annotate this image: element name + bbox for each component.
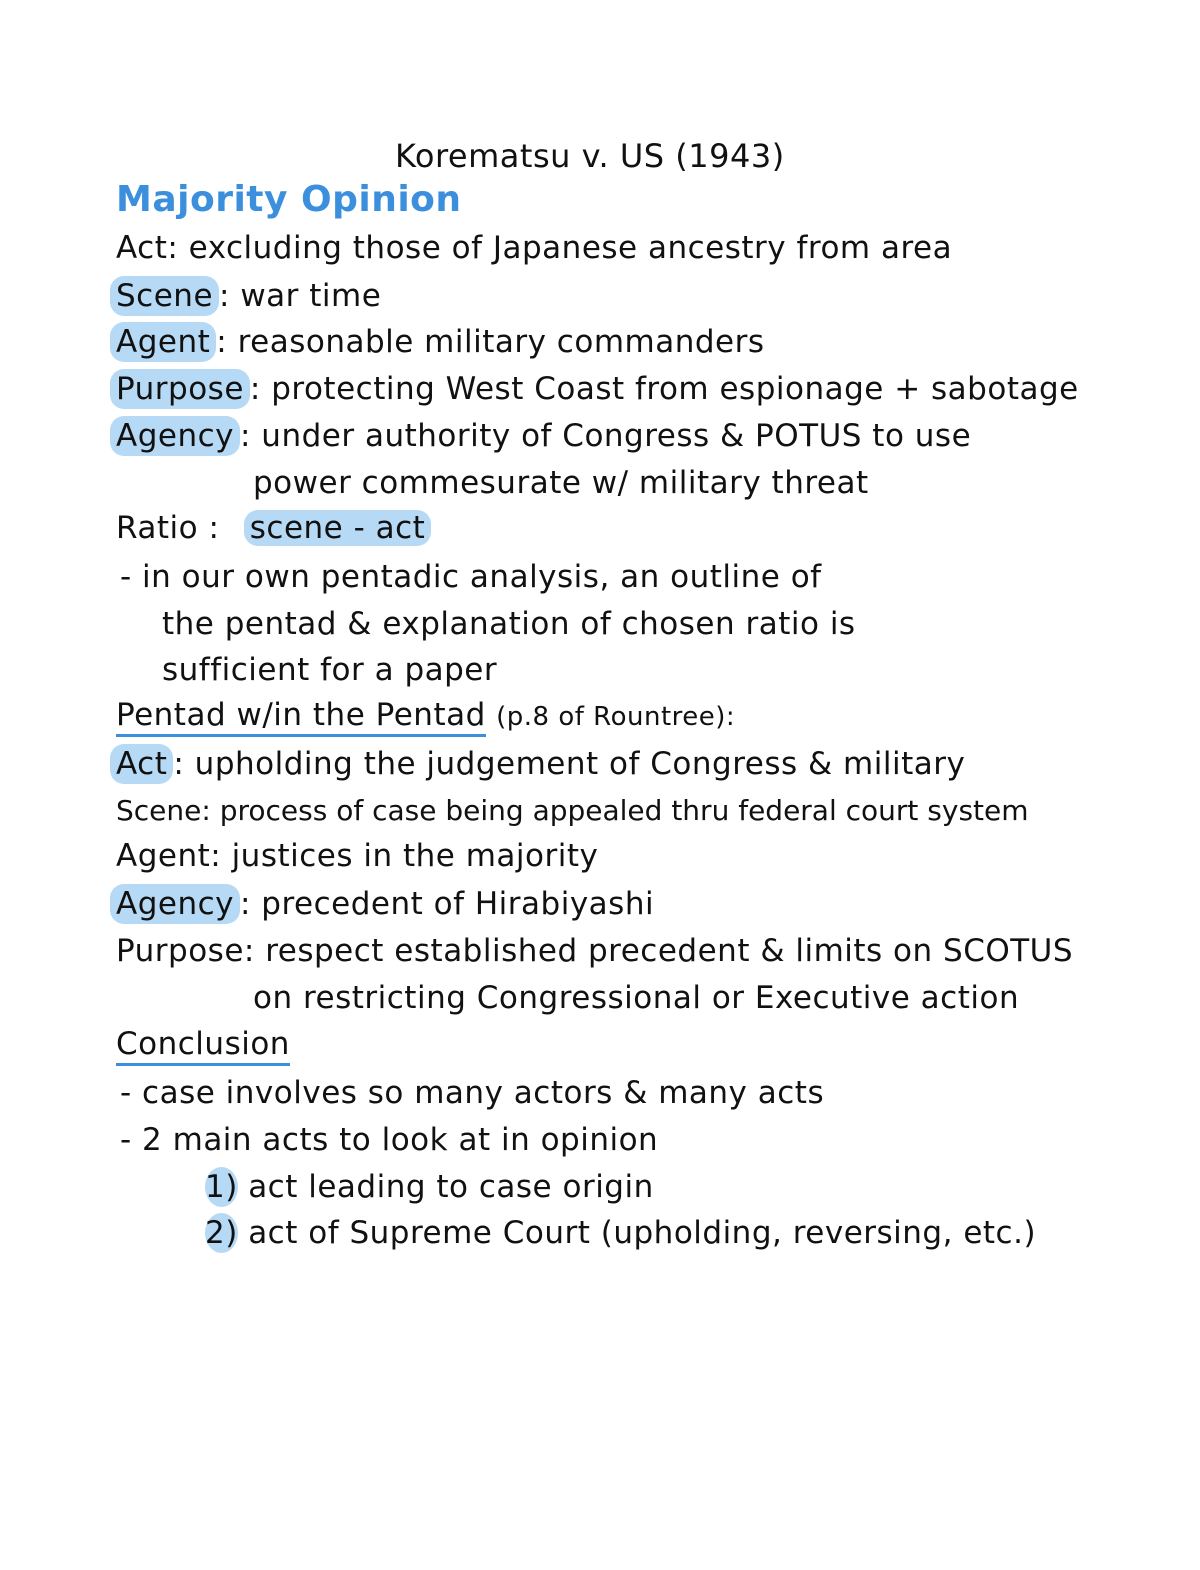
- majority-agency-label: Agency: [110, 416, 240, 456]
- pentad-agency-text: : precedent of Hirabiyashi: [240, 886, 655, 922]
- pentad-act-label: Act: [110, 744, 173, 784]
- pentad-purpose-line: [116, 931, 1073, 971]
- majority-act-line: [116, 228, 952, 268]
- pentad-heading-line: [116, 695, 735, 737]
- majority-purpose-text: : protecting West Coast from espionage + sabotage: [249, 371, 1079, 407]
- majority-agency-line: [116, 416, 971, 456]
- note-line-1: - in our own pentadic analysis, an outline of: [120, 559, 822, 595]
- note-line-3: sufficient for a paper: [162, 652, 498, 688]
- majority-agent-text: : reasonable military commanders: [216, 324, 765, 360]
- pentad-purpose-label: Purpose: [116, 933, 244, 969]
- majority-scene-line: [116, 276, 381, 316]
- majority-purpose-line: [116, 369, 1079, 409]
- pentad-scene-text: : process of case being appealed thru federal court system: [201, 794, 1029, 827]
- pentad-scene-label: Scene: [116, 794, 202, 827]
- item-number-1: 1): [205, 1169, 238, 1205]
- pentad-agency-line: [116, 884, 654, 924]
- item-text-1: act leading to case origin: [248, 1169, 654, 1205]
- majority-ratio-label: Ratio :: [116, 510, 220, 546]
- pentad-agent-label: Agent: [116, 838, 211, 874]
- pentad-scene-line: [116, 791, 1029, 831]
- pentad-agent-line: [116, 836, 598, 876]
- item-number-2: 2): [205, 1215, 238, 1251]
- conclusion-item-2: [205, 1213, 1036, 1253]
- majority-scene-label: Scene: [110, 276, 219, 316]
- pentad-purpose-text-1: : respect established precedent & limits on SCOTUS: [243, 933, 1074, 969]
- majority-opinion-heading: Majority Opinion: [116, 179, 462, 220]
- conclusion-item-1: [205, 1167, 654, 1207]
- majority-agency-continuation: power commesurate w/ military threat: [253, 465, 869, 501]
- conclusion-heading: Conclusion: [116, 1026, 290, 1066]
- pentad-purpose-continuation: on restricting Congressional or Executive action: [253, 980, 1020, 1016]
- majority-ratio-value: scene - act: [244, 510, 432, 546]
- pentad-heading: Pentad w/in the Pentad: [116, 697, 486, 737]
- majority-agent-label: Agent: [110, 322, 216, 362]
- pentad-agent-text: : justices in the majority: [210, 838, 599, 874]
- pentad-heading-suffix: (p.8 of Rountree):: [496, 702, 736, 732]
- majority-scene-text: : war time: [219, 278, 382, 314]
- majority-agent-line: [116, 322, 765, 362]
- majority-act-label: Act: [116, 230, 168, 266]
- majority-agency-text-1: : under authority of Congress & POTUS to use: [240, 418, 972, 454]
- conclusion-bullet-1: - case involves so many actors & many acts: [120, 1075, 825, 1111]
- pentad-act-line: [116, 744, 965, 784]
- pentad-act-text: : upholding the judgement of Congress & military: [173, 746, 966, 782]
- conclusion-bullet-2: - 2 main acts to look at in opinion: [120, 1122, 659, 1158]
- conclusion-heading-line: [116, 1024, 290, 1064]
- item-text-2: act of Supreme Court (upholding, reversing, etc.): [248, 1215, 1037, 1251]
- majority-purpose-label: Purpose: [110, 369, 250, 409]
- majority-ratio-line: [116, 508, 431, 548]
- document-title: Korematsu v. US (1943): [395, 137, 785, 175]
- note-line-2: the pentad & explanation of chosen ratio is: [162, 606, 856, 642]
- pentad-agency-label: Agency: [110, 884, 240, 924]
- majority-act-text: : excluding those of Japanese ancestry from area: [167, 230, 953, 266]
